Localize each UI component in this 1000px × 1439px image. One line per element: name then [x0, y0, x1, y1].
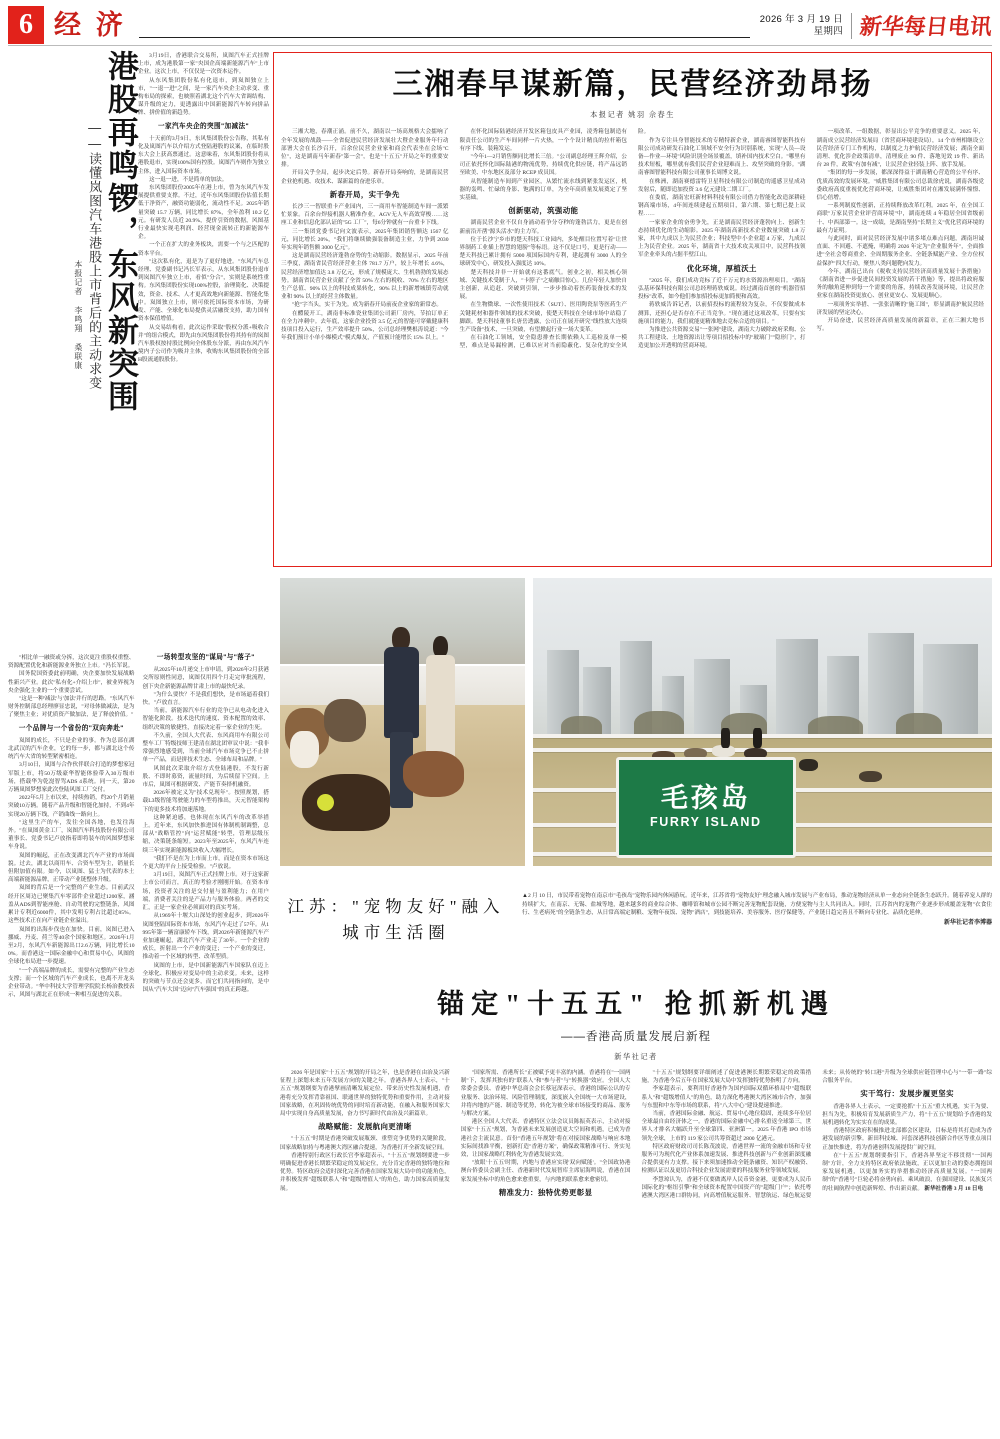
paragraph: 三湘大地，春潮正涌。前不久，湖南以一场高规格大会擂响了全年发展的战鼓——全省促进民营经济发展壮大暨企业服务年行动部署大会在长沙召开，百余位民营企业家和商会代表坐在会场"C位"，这是湖南马年新春"第一会"，也是"十五五"开局之年的重要安排。: [281, 129, 449, 169]
paragraph: 开局奋进，民营经济高质量发展的新篇章，正在三湘大地书写。: [816, 318, 984, 333]
paragraph: 从2025年10月递交上市申请，到2026年2月获港交所原则性同意，岚图仅用四个月走完审批流程，创下央企新能源品牌甘肃上市的最快纪录。: [142, 667, 269, 690]
paragraph: 三一集团党委书记向文波表示，2025年集团销售额达 1567 亿元，同比增长 20%，"我们将继续做强装备制造主业，力争到 2030 年实现年销售额 3000 亿元"。: [281, 228, 449, 252]
paragraph: 当前，新能源汽车行业的竞争已从电动化进入智能化阶段。技术迭代的速度、资本配置的效率、组织决策的敏捷性，直接决定着一家企业的生死。: [142, 708, 269, 731]
paragraph: "为什么要快？不是我们想快，是市场逼着我们快。"卢放直言。: [142, 691, 269, 707]
paragraph: 在醴陵开工，湖南非标准瓷业集团公司新厂房内，节拍订单正在全力冲刺中。去年底，这家企业投资 3.5 亿元的智能可穿戴健康科技项目投入运行，生产效率提升 50%，公司总经理樊根涛说道："今年我们预计小单小爆模式"模式爆友，产值预计能增长 15% 以上。": [281, 310, 449, 342]
paragraph: 当前，香港国际金融、航运、贸易中心地位稳固，连续多年位居全球最自由经济体之一。香港的国际金融中心排名重返全球第三，世界人才排名大幅跃升至全球第四、亚洲第一。2025 年香港 IPO 市场领先全球，上市的 119 家公司共筹资超过 2800 亿港元。: [641, 1111, 812, 1142]
photo-credit: 新华社记者李博器: [943, 919, 992, 926]
paragraph: 香港各界人士表示，一定要抢抓"十五五"重大机遇，实干为要、担当为先，积极培育发展新质生产力，将"十五五"规划给予香港的发展机遇转化为实实在在的成果。: [822, 1103, 992, 1127]
paragraph: 这种紧迫感，也体现在东风汽车的改革举措上。近年来，东风加快推进国有体制机制调整，总部从"战略管控"向"运营赋能"转型，管理层级压缩，决策链条缩短。2023年至2025年，东风汽车连续三年实现新能源板块收入大幅增长。: [142, 814, 269, 854]
paragraph: 不久前，全国人大代表、东风商用车有限公司整车工厂特级技师王建清在湖北团审议中说："我非常强烈地感受到，当前全球汽车市场竞争已不止拼单一产品，而是拼技术生态、全球布局和品牌。": [142, 732, 269, 764]
section-title: 经 济: [54, 10, 127, 40]
sign-english-text: FURRY ISLAND: [650, 815, 762, 830]
paragraph-text: 在"十五五"规划纲要指引下，香港各界坚定不移贯彻"一国两制"方针，全力支持特区政府依法施政，正以更加主动的姿态拥抱国家发展机遇，以更加务实的举措推动经济高质量发展。"一国两制"的"香港号"巨轮必将奋勇向前、乘风破浪，在强国建设、民族复兴的壮阔航程中创造新辉煌、作出新贡献。: [822, 1152, 992, 1192]
photo-dog-collie: [324, 699, 366, 742]
photo-person: [753, 728, 762, 748]
main-article-subhead-2: 创新驱动，筑强动能: [508, 206, 579, 216]
paragraph: "集团的每一步发展，都深深得益于湖南精心营造的公平有序、优质高效的发展环境。"威胜集团有限公司总裁徐虎说，湖南各级党委政府高度重视优化营商环境，让威胜集团对在湘发展满怀憧憬、信心倍增。: [816, 170, 984, 202]
paragraph: "2025 年，我们成功竞标了近千万元的水资源治理项目。"湖南弘基环保科技有限公司总经理蒋轶威说。经过湖南首创的"机器管招投标"改革，如今他们参加招投标更加简便和高效。: [638, 277, 806, 301]
paragraph: "十五五"时期是香港突破发展瓶颈、重塑竞争优势的关键阶段，国家战略加持与粤港澳大湾区融合提速，为香港打开全新发展空间。: [280, 1136, 450, 1151]
paragraph: 在生物微球、一次性使用技术（SUT）、医用陶瓷泵等医药生产关键耗材和器件领域的技术突破，使楚天科技在全球市场中站稳了脚跟。楚天科技董事长唐岳透露，公司正在展开研究"线性放大连续生产设备"技术，一旦突破，有望掀起行业一场大变革。: [459, 302, 627, 334]
paragraph: 3月19日，香港联合交易所，岚图汽车正式挂牌上市，成为港股第一家"央国企高端新能源汽车"上市企业。这次上市，不仅仅是一次资本运作。: [138, 53, 269, 76]
paragraph: 位于长沙宁乡市的楚天科技工业园内，多处醒目位置写着"让世界制药工业插上智慧的翅膀"等标语。这不仅是口号，更是行动——楚天科技已累计拥有 5000 项国际国内专利，建起拥有 3000 人的全球研发中心，研发投入强度达 10%。: [459, 236, 627, 268]
paragraph: "我们不是在为上市而上市，而是在资本市场这个更大的平台上接受检验。"卢放说。: [142, 855, 269, 871]
paragraph: 从1969年十堰大山深处的创业起步，到2026年岚图登陆国际资本市场，东风汽车走过了57年。从1995年第一辆富康轿车下线，到2026年新能源汽车产业加速崛起，湖北汽车产业走了30年。一个企业的成长，折射出一个产业的变迁；一个产业的变迁，推动着一个区域的转型、改革型质。: [142, 913, 269, 961]
photo-person: [721, 728, 730, 748]
paragraph: [822, 1152, 992, 1193]
photo-group: [280, 578, 992, 866]
left-article-subhead-3: 一场转型攻坚的"谋局"与"落子": [156, 654, 255, 661]
photo-caption-title: 江苏："宠物友好"融入城市生活圈: [287, 897, 505, 942]
publication-date: [760, 14, 843, 38]
paragraph: 岚图的崛起，正在改变湖北汽车产业的市场面貌。过去，湖北以商用车、合资车型为主，销量长但附加值有限。如今，以岚图、猛士为代表的本土高端新能源品牌，正带动产业链整体升级。: [8, 852, 135, 884]
left-article: [8, 50, 270, 1428]
paragraph: 一个正在扩大的业务板块，需要一个与之匹配的资本平台。: [138, 242, 269, 257]
newspaper-logo: 新华每日电讯: [858, 14, 994, 39]
masthead-divider: [139, 36, 750, 38]
main-article-title: 三湘春早谋新篇，民营经济劲昂扬: [392, 68, 873, 101]
masthead-separator: [851, 13, 852, 39]
bottom-article-subhead-1: 战略赋能：发展航向更清晰: [318, 1122, 412, 1132]
photo-fence-rail: [533, 734, 992, 738]
paragraph: 国务院国资委此前明确，央企要加快发展战略性新兴产业。此次"私有化+介绍上市"，被业界视为央企强化主业的一个重要尝试。: [8, 671, 135, 694]
left-article-subhead-1: 一家汽车央企的突围"加减法": [158, 122, 249, 130]
masthead-right: [760, 6, 992, 41]
paragraph: 3月10日，岚图与合作伙伴联合打造的梦想家冠军版上市，将50万级豪华智能体验带入30万级市场，搭载华为乾崑智驾ADS 4系统。同一天，第20万辆岚图梦想家此次登陆风图工厂交付。: [8, 762, 135, 794]
paragraph: 一家家企业的奋勇争先，正是湖南民营经济蓬勃向上、创新生态持续优化的生动缩影。2025 年湖南高新技术企业数量突破 1.8 万家，其中九成以上为民营企业；科技型中小企业超 4 万家，九成以上为民营企业。2025 年，湖南省十大技术攻关项目中，民营科技领军企业牵头的占据半壁江山。: [638, 219, 806, 259]
photo-furry-island-park: [533, 578, 992, 866]
masthead: [0, 0, 1000, 46]
bottom-article-byline: 新华社记者: [614, 1053, 658, 1061]
photo-dog-malamute-chest: [290, 731, 319, 768]
furry-island-sign: [616, 757, 796, 858]
paragraph: "相比单一融资或分拆，这次更注重股权重整、资源配置优化和新能源业务独立上市。"冯长军说。: [8, 655, 135, 670]
paragraph: 为推进公共资源交易"一张网"建设，湖南大力破除政府采购、公共工程建设、土地资源出让等项目招投标中的"玻璃门""隐形门"，打造更加公开透明的营商环境。: [638, 327, 806, 350]
bottom-article-credit: 新华社香港 3 月 18 日电: [924, 1185, 984, 1192]
photo-dog-park-people: [280, 578, 525, 866]
date-line: 2026 年 3 月 19 日: [759, 13, 843, 25]
photo-caption-body: [522, 872, 992, 968]
page-number: 6: [8, 6, 44, 44]
caption-triangle-icon: ▲: [522, 893, 528, 899]
paragraph: 东风集团股份2005年在港上市，曾为东风汽车发展提供重要支撑。不过，近年东风集团股份估值长期低于净资产，融资功能弱化，流动性不足。2025年销量突破 15.7 万辆，同比增长 87%，全年盈利 10.2 亿元。有研发人员近 20.9%，提价引资的数据，风图基行业最快实现毛利润、经营现金流转正的新能源车企。: [138, 185, 269, 241]
paragraph: 从交易结构看，此次运作采取"股权分派+吸收合并"的组合模式，即先由东风集团股份将其持有的岚图汽车股权按持股比例向全体股东分派，再由东风汽车境内子公司作为吸并主体，收购东风集团股份的全部H股流通股股份。: [138, 324, 269, 364]
bottom-article-subhead-2: 精准发力：独特优势更彰显: [498, 1187, 593, 1197]
paragraph: 开局关乎全局，起步决定后势。新春开局奏响的，是湖南民营企业抢机遇、攻技术、谋新篇的奋进乐章。: [281, 170, 449, 185]
bottom-article-subtitle: ——香港高质量发展启新程: [561, 1031, 711, 1043]
main-article-subhead-1: 新春开局，实干争先: [329, 189, 400, 199]
paragraph: 风图此次采取介绍方式登陆港股，不发行新股、不即时募资，流量时间，为后续留下空间。上市后，岚图可根据研发、产能节奏择机融资。: [142, 765, 269, 789]
main-article-box: [273, 52, 992, 567]
paragraph: 这一退一进，不是简单的加法。: [149, 176, 228, 183]
caption-text: 2 月 10 日，市民带着宠物在南京市"毛孩岛"宠物乐园内休闲游玩。近年来，江苏省将"宠物友好"理念融入城市发展与产业布局，推动宠物经济从单一业态向全链条生态跃升。随着养宠人群的持续扩大，在南京、无锡、盐城等地，越来越多的商业综合体、咖啡馆和城市公园不断完善宠物配套设施，方便宠物与主人共同出入。同时，江苏省内的宠物产业逐步形成覆盖宠物"衣食住行、生老病死"的全链条生态，从日常高端定制粮、宠物年夜饭、宠物"酒店"，到技能培养、美容服务、医疗保健等，产业链日趋完善且不断向专业化、品质化延伸。: [522, 893, 992, 917]
masthead-underline: [8, 45, 992, 46]
paragraph: 在怀化国际陆港经济开发区箱包皮具产业园，凌秀箱包制造有限责任公司的生产车间同样一片火热，一个个设计精良的拉杆箱包有序下线、装箱发运。: [459, 129, 627, 152]
photo-dog: [799, 759, 817, 771]
paragraph: 从东风集团股份私有化退市，到岚图独立上市，"一退一进"之间，是一家汽车央企主动求变、重构布局的探索，也映照着湖北这个汽车大省调结构、谋升级的定力，更透露出中国新能源汽车转向拼品牌、拼价值的新趋势。: [138, 77, 269, 117]
paragraph: "一个高端品牌的成长，需要有完整的产业生态支撑；而一个区域的汽车产业成长，也离不开龙头企业带动。"华中科技大学管理学院院长杨治教授表示，风图与湖北正在形成一种相互促进的关系。: [8, 967, 135, 999]
left-article-column-1: [138, 52, 269, 365]
bottom-article-title: 锚定"十五五" 抢抓新机遇: [437, 989, 835, 1019]
paragraph: 楚天科技并非一开始就有这番底气。创业之初，相关核心领域、关键技术受制于人，"卡脖子"之痛触目惊心。几位年轻人加快自主创新，从追赶、突破到引领，一步步推动着医药装备技术的发展。: [459, 269, 627, 301]
paragraph: 特区政府财政司司长陈茂波说，香港世界一流的金融市场和专业服务可为现代化产业体系加速发展、推进科技创新与产业创新深度融合提供更有力支撑。接下来须加速推动全链条融资、知识产权融资、检测认证以及更切合科技企业发展需要的科技服务业等领域发展。: [641, 1143, 812, 1175]
paragraph: "十五五"规划纲要详细阐述了促进港澳长期繁荣稳定的政策措施，为香港今后五年在国家发展大局中发挥独特优势指明了方向。: [641, 1070, 812, 1085]
paragraph: 在娄底，湖南宏旺新材料科技有限公司借力智能化改造深耕硅钢高端市场，4年间连续建起五期项目，第六期、第七期已提上议程……: [638, 195, 806, 218]
paragraph: "这是一种'减法'与'加法'并行的思路。"东风汽车财务控制部总经理廖显忠说，"对母体做减法，是为了聚焦主业；对优质资产做加法，是了释放价值。": [8, 696, 135, 719]
left-article-subtitle: ——读懂岚图汽车港股上市背后的主动求变: [87, 120, 103, 390]
paragraph: 这是湖南民营经济蓬勃奋势的生动缩影。数据显示，2025 年前三季度，湖南省民营经济营业主体 781.7 万户，较上年增长 4.6%，民营经济增加值达 3.8 万亿元，形成了规模庞大、生机勃勃的发展态势。湖南省民营企业贡献了全省 50% 左右的税收、70% 左右的地区生产总值、90% 以上的科技成果转化，90% 以上的新增城镇劳动就业和 90% 以上的经营主体数量。: [281, 253, 449, 301]
paragraph: 港区全国人大代表、香港特区立法会议员陈振英表示，主动对接国家"十五五"规划，为香港未来发展创造更大空间和机遇，已成为香港社会主流民意。首份"香港五年规划"将在对接国家战略与响应本地实际间找准平衡，创新打造"香港方案"，确保政策精准可行、务实见效，让国家战略红利转化为香港发展实效。: [460, 1119, 631, 1159]
paragraph: 香港特别行政区行政长官李家超表示，"十五五"规划纲要进一步明确促进香港长期繁荣稳定的发展定位，充分肯定香港的独特地位和优势。特区政府会适时深化完善香港在国家发展大局中的功能角色，并积极发挥"超级联系人"和"超级增值人"的角色，助力国家高质量发展。: [280, 1152, 450, 1192]
main-article-byline: 本报记者 姚羽 佘春生: [590, 111, 675, 120]
paragraph: 2026年被定义为"技术兑现年"。按照规划，搭载L3级智能驾驶能力的车型将推出，天元智能架构下的更多技术将加速落地。: [142, 790, 269, 813]
bottom-article-columns: [280, 1069, 992, 1439]
paragraph: 湖南民营企业不仅自身涌动着争分夺秒的蓬勃活力，更是在创新前沿开凿"源头活水"的主力军。: [459, 220, 627, 235]
paragraph: 3月19日，岚图汽车正式挂牌上市。对于这家新上市公司而言，真正的考验才刚刚开始。在资本市场，投资者关注的是交付量与盈利能力；在用户端，消费者关注的是产品力与服务体验。两者的交汇，正是一家企业必须面对的真实考场。: [142, 872, 269, 912]
photo-caption-zone: [280, 872, 992, 968]
bottom-article: [280, 972, 992, 1428]
paragraph: 李家超表示，要利用好香港作为国内国际双循环格局中"超级联系人"和"超级增值人"的角色，助力深化粤港澳大湾区城市合作，加强与东盟和中东等市场的联系，将"八大中心"建设提速推进。: [641, 1086, 812, 1109]
paragraph: 2022年5月上市以来，持续热销，约20个月销量突破10万辆。随着产品升级和智能化加持，不到4年实现20万辆下线，产销曲线一路向上。: [8, 795, 135, 818]
paragraph: "这里生产的车，发往全国各地，也发往海外。"在岚图黄金工厂，岚图汽车科技股份有限公司董事长、党委书记卢放指着即将装车的风图梦想家车身说。: [8, 819, 135, 851]
paragraph: 一系列制度性创新，正持续释放改革红利。2025 年，在全国工商联"万家民营企业评营商环境"中，湖南连续 4 年稳居全国省级前十、中西部第一。这一成绩，是湖南坚持"长期主义"优化营商环境的最有力证明。: [816, 203, 984, 234]
paragraph: 从智能制造车间到产业园区，从繁忙流水线到紧张发运区，机器的轰鸣、忙碌的身影、饱满的订单，为全年高质量发展奠定了坚实基础。: [459, 178, 627, 202]
paragraph: 今年，湖南已出台《税收支持民营经济高质量发展十条措施》《湖南省进一步促进民间投资发展的若干措施》等，提出将政府服务的触角延伸到每一个需要的角落，持续改善发展环境，让民营企业家在湖南投资更放心、创业更安心、发展更顺心。: [816, 268, 984, 300]
paragraph: 一项项务实举措、一张张清晰的"施工图"，彰显湖南护航民营经济发展的坚定决心。: [816, 301, 984, 316]
left-article-byline: 本报记者 李鸣翔 桑联康: [73, 260, 83, 370]
paragraph: 十天前的3月9日，东风集团股份公告称，其私有化及岚图汽车以介绍方式登陆港股的议案，在临时股东大会上获高票通过。这意味着，东风集团股份将从港股退市，实现100%国有控股。岚图汽车则作为独立主体，进入国际资本市场。: [138, 135, 269, 175]
paragraph: 长沙三一智联重卡产业园内，三一商用车智能制造车间一派繁忙景象。百余台焊接机器人精准作业，AGV无人车高效穿梭……这座工业和信息化部认证的"5G 工厂"，每6分钟就有一台重卡下线。: [281, 204, 449, 227]
paragraph: 岚图的成长，不只是企业的事。作为总部在湖北武汉的汽车企业，它的每一步，都与湖北这个传统汽车大省的转型紧密相连。: [8, 737, 135, 761]
paragraph: "国家所需、香港所长"正被赋予更丰富的内涵。香港将在"一国两制"下，发挥其独有的"联系人"和"参与者"与"转换器"效应。全国人大常委会委员、香港中华总商会会长蔡冠深表示，香港的国际公认的专业服务、法治环境、风险管理制度，深度嵌入全国统一大市场建设，并将内地的产能、制造等优势，转化为被全球市场接受的商品、服务与解决方案。: [460, 1070, 631, 1118]
paragraph: 李慧琼认为，香港不仅要做离岸人民币资金港，更要成为人民币国际化的"枢纽引擎"和全球资本配置中国资产的"超级门户"；依托粤港澳大湾区港口群协同，向高增值航运服务、智慧航运、绿色航运要未来；从传统的"转口港"升级为全球供应链管理中心与"一带一路"综合服务平台。: [641, 1070, 992, 1200]
paragraph: 在株洲，湖南赛德雷特卫星科技有限公司制造的遥感卫星成功发射后，随即追加投资 3.6 亿元建设二期工厂。: [638, 178, 806, 193]
paragraph: 岚图的背后是一个完整的产业生态。目前武汉经开区周边已聚集汽车零部件企业超过1200家，涵盖从ADS到智能座舱、自动驾驶的完整链条，风图累计专利近6000件，其中发明专利占比超过85%。这些技术正在向产业链企业溢出。: [8, 885, 135, 925]
paragraph: "抢"字当头，实干为先。成为新春开局前夜企业家的新常态。: [292, 302, 443, 309]
paragraph: 在石油化工领域，安全隐患排查长期依赖人工巡检及单一模型，难点是易漏检测，已难以应对当前隐蔽化、复杂化的安全风险。: [459, 129, 650, 350]
paragraph: 岚图的出海步伐也在加快。目前，岚图已进入挪威、丹麦、荷兰等40余个国家和地区。2026年1月至2月，东风汽车新能源出口2.6万辆，同比增长100%。而香港这一国际金融中心和贸易中心，风图的全球化布局进一步提速。: [8, 926, 135, 966]
paragraph: 2026 年是国家"十五五"规划的开局之年，也是香港在由治及兴新征程上深划未来五年发展方向的关键之年。香港各界人士表示，"十五五"规划纲要为香港擘画清晰发展定位、带来历史性发展机遇，香港将充分发挥背靠祖国、联通世界的独特优势和重要作用，主动对接国家战略，在巩固传统优势的同时培育新动能，在融入和服务国家大局中实现自身高质量发展，奋力书写新时代由治及兴新篇章。: [280, 1070, 450, 1118]
paragraph: 与此同时，面对民营经济发展中诸多堵点难点问题，湖南坦诚直面、不回避、不遮掩，明确将 2026 年定为"企业服务年"，全面推进"全社会尊商重企、全周期服务企业、全链条赋能产业、全方位权益保护"四大行动，聚焦八类问题靶向发力。: [816, 236, 984, 267]
paragraph: 蒋轶威告诉记者，以前招投标的流程较为复杂，不仅要做成本测算，还担心是否存在不正当竞争。"现在通过这项改革，只要有实施项目的能力，我们就能更精准地去竞标合适的项目。": [638, 302, 806, 325]
paragraph: 作为专注具身智能技术的专精特新企业，湖南睿图智能科技有限公司成功研发石油化工领域不安全行为识别系统，实现"人员—设备—作业—环境"风险识别全场景覆盖，填补国内技术空白。"哪里有技术短板，哪里就有我们民营企业迎难而上、攻坚突破的身影。"湖南睿图智能科技有限公司董事长周博文说。: [638, 137, 806, 177]
main-article-columns: [281, 128, 984, 533]
left-article-headline-block: [8, 50, 136, 650]
sign-chinese-text: 毛孩岛: [660, 783, 751, 814]
paragraph: "放眼'十五五'时期，内地与香港应实现'双向赋能'。"全国政协港澳台侨委员会副主任、香港新时代发展智库主席屈海鸣说，香港在国家发展坐标中的角色愈来愈重要，与内地的联系愈来愈密切。: [460, 1160, 631, 1183]
paragraph: "这次私有化，退是为了更好地进。"东风汽车总经理、党委副书记冯长军表示，从东风集团股份退市到岚图汽车独立上市，看似"分合"，实则是系统性重构。东风集团股份实现100%控股，治理简化、决策提效，资金、技术、人才更高效地向新能源、智能化集中。岚图独立上市，则可依托国际资本市场，为研发、产能、全球化布局提供灵活融资支持，助力国有资本保值增值。: [138, 258, 269, 323]
photo-tennis-ball: [317, 794, 334, 811]
left-article-title: 港股再鸣锣，东风新突围: [103, 50, 138, 413]
main-article-subhead-3: 优化环境，厚植沃土: [686, 263, 757, 273]
weekday-line: 星期四: [813, 25, 843, 37]
paragraph: 香港特区政府积极推进北部都会区建设，目标是将其打造成为香港发展的新引擎。新田科技城、河套深港科技创新合作区等重点项目正加快推进，将为香港创科发展提供广阔空间。: [822, 1128, 992, 1151]
left-article-subhead-2: 一个品牌与一个省份的"双向奔赴": [18, 724, 124, 732]
photo-dog-shepherd: [302, 774, 390, 832]
paragraph: 一项改革、一组数据，彰显出公平竞争的重要意义。2025 年，湖南成立民营经济发展局（省营商环境建设局），14 个市州相继设立民营经济专门工作机构，以制度之力护航民营经济发展；湖南全面清理、优化涉企政策清单，清理废止 90 件、落地见效 19 件、新出台 28 件，政策"有加有减"，让民营企业轻装上阵、放手发展。: [816, 129, 984, 169]
paragraph: 岚图的上市，是中国新能源汽车国家队在迈上全球化、积极应对变局中的主动求变。未来，这样的突破与节点还会更多，而它们共同指向的，是中国从"汽车大国"迈向"汽车强国"的真正跨越。: [142, 962, 269, 994]
photo-dog: [859, 771, 882, 783]
photo-dog-border-collie: [403, 751, 464, 797]
paragraph: "今年1—2月销售额同比增长三倍。"公司副总经理王辉介绍，公司正依托怀化国际陆港的物流优势，持续优化供应链，将产品远销至欧美、中东地区及部分 RCEP 成员国。: [459, 154, 627, 177]
left-article-lower-columns: [8, 654, 269, 999]
bottom-article-subhead-3: 实干笃行：发展步履更坚实: [860, 1089, 954, 1099]
